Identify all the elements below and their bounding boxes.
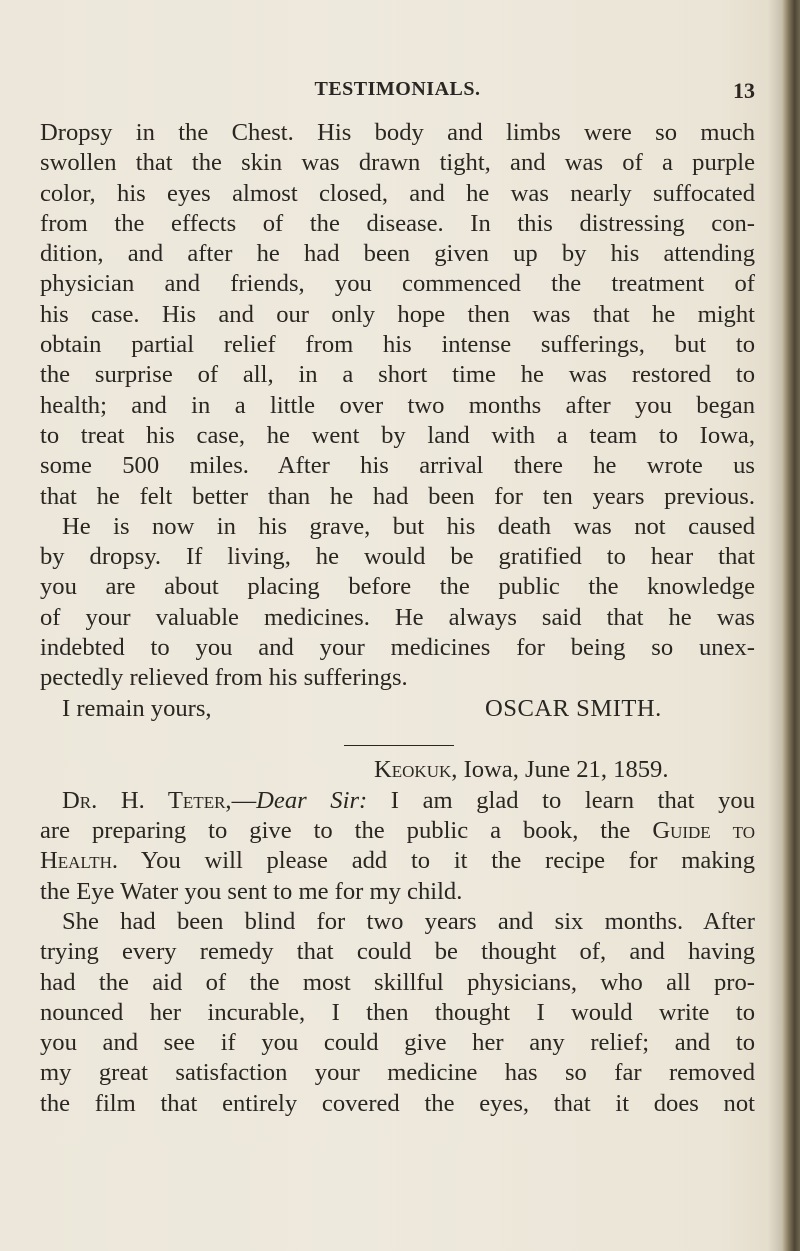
book-title: Guide to [652, 817, 755, 845]
page-body [40, 118, 755, 1119]
page-number: 13 [733, 78, 755, 103]
text-line: the film that entirely covered the eyes, that it does not [40, 1089, 755, 1117]
text-segment: You will please add to it the recipe for making [118, 847, 755, 875]
dateline-place: Keokuk [374, 756, 452, 784]
text-line [40, 816, 755, 846]
text-line: you and see if you could give her any relief; and to [40, 1029, 755, 1057]
addressee: Dr. H. Teter, [62, 786, 232, 814]
running-head: TESTIMONIALS. [314, 78, 481, 100]
text-line: Dropsy in the Chest. His body and limbs were so much [40, 119, 755, 146]
text-line: physician and friends, you commenced the treatment of [40, 270, 755, 298]
letter-keokuk [40, 755, 755, 1119]
text-line: to treat his case, he went by land with a team to Iowa, [40, 421, 755, 449]
text-line: my great satisfaction your medicine has so far removed [40, 1059, 755, 1087]
text-line: from the effects of the disease. In this distressing con- [40, 209, 755, 237]
book-title: Health. [40, 847, 119, 875]
text-line: trying every remedy that could be thought of, and having [40, 938, 755, 966]
greeting: Dear Sir: [256, 786, 368, 814]
page-gutter-shadow [768, 0, 782, 1251]
text-line: nounced her incurable, I then thought I would write to [40, 998, 755, 1026]
salutation-text: I am glad to learn that you [367, 786, 755, 814]
text-line: his case. His and our only hope then was that he might [40, 300, 755, 328]
text-line: you are about placing before the public the knowledge [40, 573, 755, 601]
text-line: of your valuable medicines. He always said that he was [40, 603, 755, 631]
text-line: dition, and after he had been given up by his attending [40, 240, 755, 268]
dateline-date: , Iowa, June 21, 1859. [451, 756, 669, 784]
text-segment: are preparing to give to the public a book, the [40, 817, 653, 845]
book-edge [782, 0, 800, 1251]
dateline [40, 755, 755, 785]
closing: I remain yours, [62, 694, 212, 722]
text-line: swollen that the skin was drawn tight, and was of a purple [40, 149, 755, 177]
letter-oscar-smith [40, 118, 755, 724]
text-line: health; and in a little over two months after you began [40, 391, 755, 419]
text-line: He is now in his grave, but his death was not caused [62, 512, 755, 540]
text-line: obtain partial relief from his intense sufferings, but to [40, 331, 755, 359]
signature: OSCAR SMITH. [485, 694, 662, 722]
text-line: indebted to you and your medicines for being so unex- [40, 634, 755, 662]
text-line: that he felt better than he had been for ten years previous. [40, 482, 755, 510]
signature-line [40, 694, 755, 724]
page-header [40, 78, 755, 108]
text-line: some 500 miles. After his arrival there he wrote us [40, 452, 755, 480]
salutation-line [40, 786, 755, 816]
text-line: by dropsy. If living, he would be gratified to hear that [40, 543, 755, 571]
text-line [40, 846, 755, 876]
text-line: had the aid of the most skillful physicians, who all pro- [40, 968, 755, 996]
text-line: color, his eyes almost closed, and he was nearly suffocated [40, 179, 755, 207]
text-line: the Eye Water you sent to me for my child. [40, 877, 463, 905]
section-divider [344, 745, 454, 747]
text-line: pectedly relieved from his sufferings. [40, 664, 408, 692]
text-line: the surprise of all, in a short time he was restored to [40, 361, 755, 389]
text-line: She had been blind for two years and six months. After [62, 907, 755, 935]
dash: — [231, 786, 257, 814]
